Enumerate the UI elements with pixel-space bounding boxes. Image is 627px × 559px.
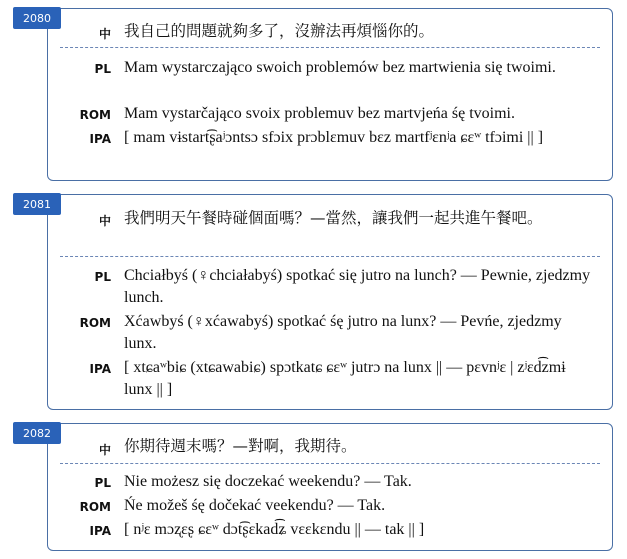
ipa-text: [ mam vɨstart͡ʂaʲɔntsɔ sfɔix prɔblɛmuv bɛz martfʲɛnʲa ɕɛʷ tfɔimi || ]	[124, 129, 544, 146]
zh-label: 中	[98, 443, 111, 457]
pl-label: PL	[94, 62, 111, 76]
entry-number-badge: 2082	[13, 422, 61, 444]
sentence-card	[47, 194, 613, 410]
ipa-text: [ xtɕaʷbiɕ (xtɕawabiɕ) spɔtkatɕ ɕɛʷ jutrɔ na lunx || — pɛvnʲɛ | zʲɛd͡zmɨ lunx || ]	[124, 359, 566, 398]
sentence-card	[47, 423, 613, 551]
rom-text: Ńe možeš śę dočekać veekendu? — Tak.	[124, 497, 386, 514]
rom-label: ROM	[79, 500, 111, 514]
rom-text: Xćawbyś (♀xćawabyś) spotkać śę jutro na lunx? — Pevńe, zjedzmy lunx.	[124, 313, 562, 352]
zh-text: 我自己的問題就夠多了，沒辦法再煩惱你的。	[124, 22, 435, 40]
sentence-card	[47, 8, 613, 181]
zh-label: 中	[98, 214, 111, 228]
entry-number-badge: 2080	[13, 7, 61, 29]
divider	[60, 463, 600, 464]
ipa-label: IPA	[89, 362, 111, 376]
zh-text: 你期待週末嗎？—對啊，我期待。	[124, 437, 357, 455]
zh-label: 中	[98, 27, 111, 41]
divider	[60, 256, 600, 257]
zh-text: 我們明天午餐時碰個面嗎？—當然，讓我們一起共進午餐吧。	[124, 209, 543, 227]
ipa-label: IPA	[89, 524, 111, 538]
rom-label: ROM	[79, 108, 111, 122]
divider	[60, 47, 600, 48]
pl-label: PL	[94, 476, 111, 490]
pl-label: PL	[94, 270, 111, 284]
pl-text: Mam wystarczająco swoich problemów bez martwienia się twoimi.	[124, 59, 556, 76]
rom-label: ROM	[79, 316, 111, 330]
entry-number-badge: 2081	[13, 193, 61, 215]
rom-text: Mam vystarčająco svoix problemuv bez martvjeńa śę tvoimi.	[124, 105, 515, 122]
pl-text: Chciałbyś (♀chciałabyś) spotkać się jutro na lunch? — Pewnie, zjedzmy lunch.	[124, 267, 591, 306]
pl-text: Nie możesz się doczekać weekendu? — Tak.	[124, 473, 412, 490]
ipa-text: [ nʲɛ mɔʐɛʂ ɕɛʷ dɔt͡ʂɛkad͡ʑ vɛɛkɛndu || — tak || ]	[124, 521, 425, 538]
ipa-label: IPA	[89, 132, 111, 146]
